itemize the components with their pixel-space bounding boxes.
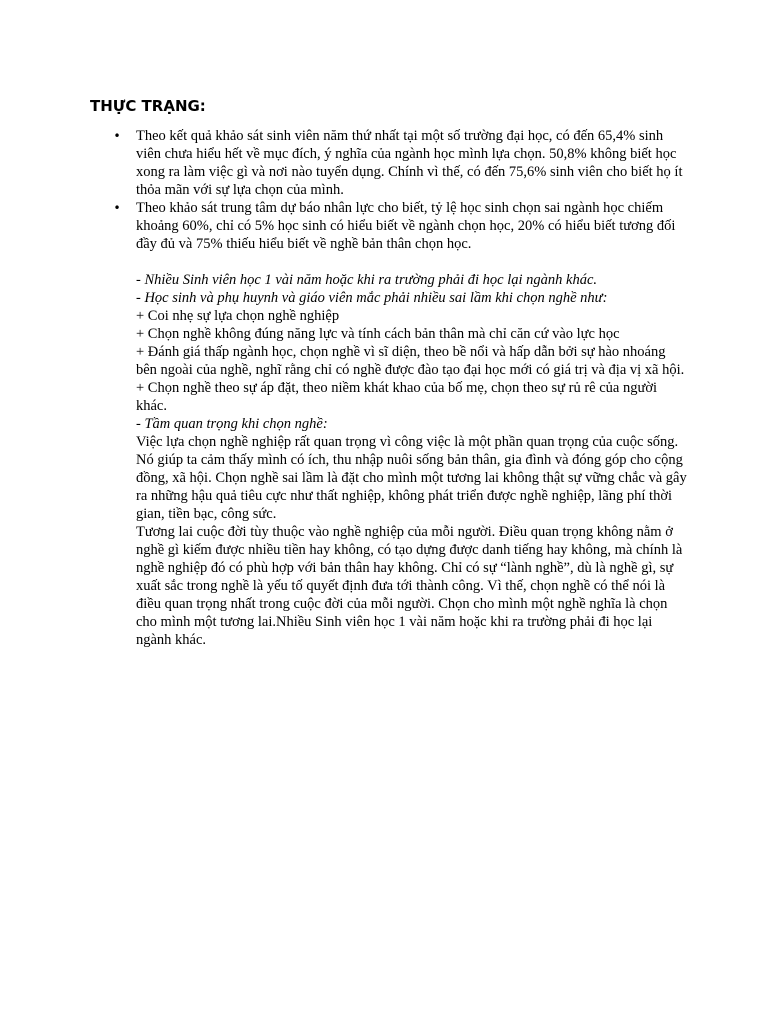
bullet-text: Theo khảo sát trung tâm dự báo nhân lực cho biết, tỷ lệ học sinh chọn sai ngành học chiếm khoảng 60%, chỉ có 5% học sinh có hiểu biết về ngành chọn học, 20% có hiểu biết tương đối đầy đủ và 75% thiếu hiểu biết về nghề bản thân chọn học. xyxy=(136,200,676,252)
list-line: + Chọn nghề không đúng năng lực và tính cách bản thân mà chỉ căn cứ vào lực học xyxy=(136,326,620,342)
bullet-list xyxy=(113,127,688,253)
italic-note: - Nhiều Sinh viên học 1 vài năm hoặc khi ra trường phải đi học lại ngành khác. xyxy=(136,272,598,288)
bullet-dot-icon: • xyxy=(113,201,121,215)
list-line: + Chọn nghề theo sự áp đặt, theo niềm khát khao của bố mẹ, chọn theo sự rủ rê của người khác. xyxy=(136,380,658,414)
paragraph: Tương lai cuộc đời tùy thuộc vào nghề nghiệp của mỗi người. Điều quan trọng không nằm ở nghề gì kiếm được nhiều tiền hay không, có tạo dựng được danh tiếng hay không, mà chính là nghề nghiệp đó có phù hợp với bản thân hay không. Chỉ có sự “lành nghề”, dù là nghề gì, sự xuất sắc trong nghề là yếu tố quyết định đưa tới thành công. Vì thế, chọn nghề có thể nói là điều quan trọng nhất trong cuộc đời của mỗi người. Chọn cho mình một nghề nghĩa là chọn cho mình một tương lai.Nhiều Sinh viên học 1 vài năm hoặc khi ra trường phải đi học lại ngành khác. xyxy=(136,524,683,648)
italic-subheading: - Tầm quan trọng khi chọn nghề: xyxy=(136,416,328,432)
bullet-dot-icon: • xyxy=(113,129,121,143)
list-line: + Đánh giá thấp ngành học, chọn nghề vì sĩ diện, theo bề nổi và hấp dẫn bởi sự hào nhoáng bên ngoài của nghề, nghĩ rằng chỉ có nghề được đào tạo đại học mới có giá trị và địa vị xã hội. xyxy=(136,344,685,378)
body-text xyxy=(136,271,688,649)
paragraph: Việc lựa chọn nghề nghiệp rất quan trọng vì công việc là một phần quan trọng của cuộc sống. Nó giúp ta cảm thấy mình có ích, thu nhập nuôi sống bản thân, gia đình và đóng góp cho cộng đồng, xã hội. Chọn nghề sai lầm là đặt cho mình một tương lai không thật sự vững chắc và gây ra những hậu quả tiêu cực như thất nghiệp, không phát triển được nghề nghiệp, lãng phí thời gian, tiền bạc, công sức. xyxy=(136,434,687,522)
italic-note: - Học sinh và phụ huynh và giáo viên mắc phải nhiều sai lầm khi chọn nghề như: xyxy=(136,290,608,306)
bullet-item xyxy=(113,127,688,199)
list-line: + Coi nhẹ sự lựa chọn nghề nghiệp xyxy=(136,308,340,324)
section-heading: THỰC TRẠNG: xyxy=(90,97,206,115)
bullet-item xyxy=(113,199,688,253)
bullet-text: Theo kết quả khảo sát sinh viên năm thứ nhất tại một số trường đại học, có đến 65,4% sinh viên chưa hiểu hết về mục đích, ý nghĩa của ngành học mình lựa chọn. 50,8% không biết học xong ra làm việc gì và nơi nào tuyển dụng. Chính vì thế, có đến 75,6% sinh viên cho biết họ ít thỏa mãn với sự lựa chọn của mình. xyxy=(136,128,683,198)
